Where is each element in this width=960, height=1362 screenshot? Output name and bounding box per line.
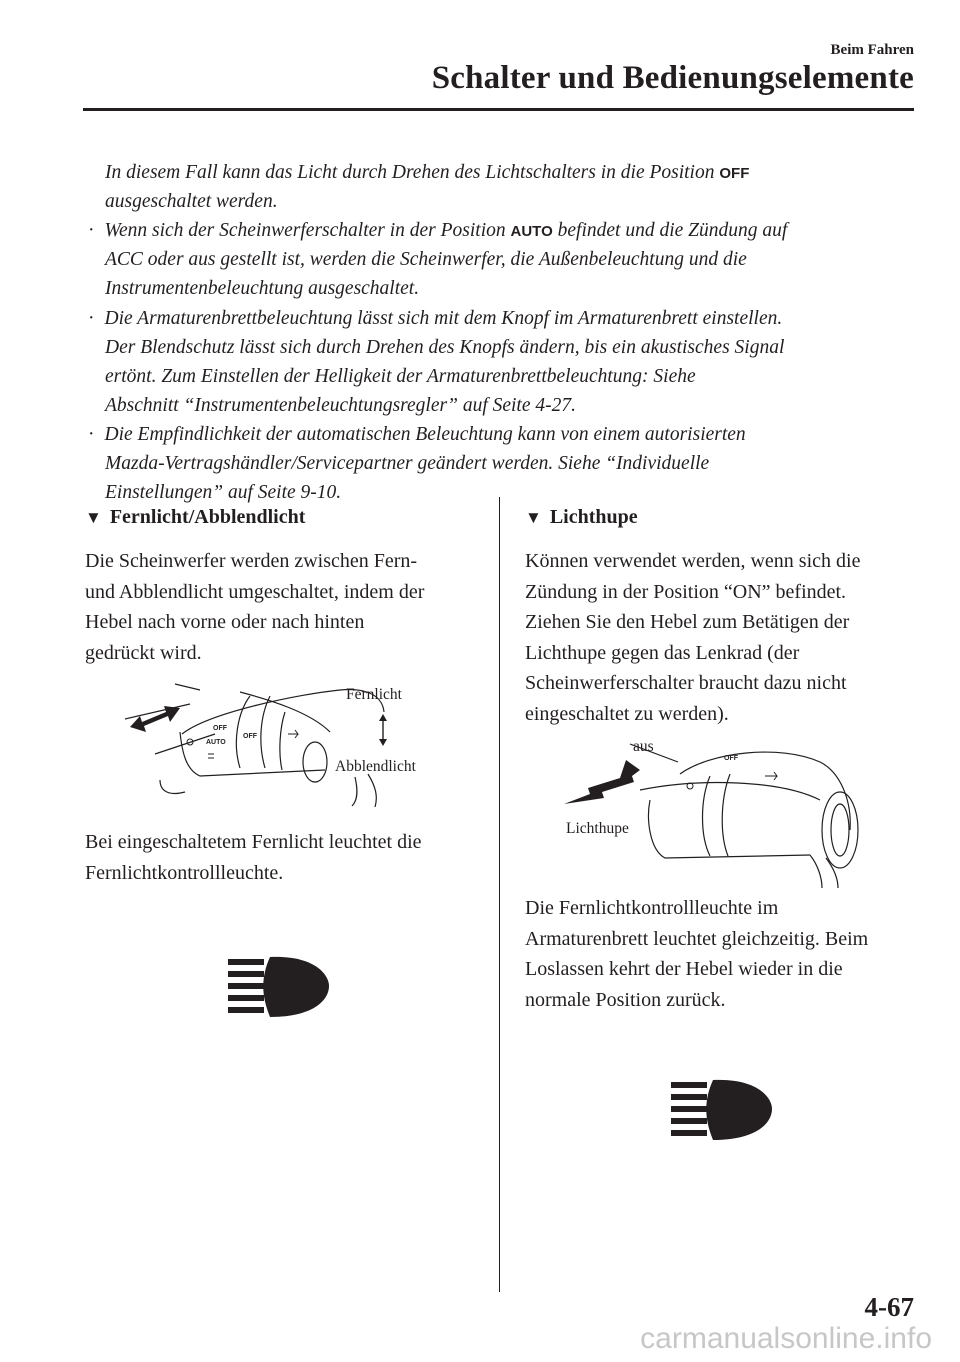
note-text: befindet und die Zündung auf — [552, 220, 788, 241]
note-bullet-3 — [88, 420, 746, 449]
text-line: und Abblendlicht umgeschaltet, indem der — [85, 580, 425, 603]
lever-mark-auto: AUTO — [206, 739, 226, 746]
note-line: Der Blendschutz lässt sich durch Drehen des Knopfs ändern, bis ein akustisches Signal — [105, 337, 785, 358]
section-heading-lichthupe — [525, 506, 638, 529]
note-line: ACC oder aus gestellt ist, werden die Scheinwerfer, die Außenbeleuchtung und die — [105, 249, 747, 270]
figure-label-lichthupe: Lichthupe — [566, 820, 629, 837]
off-symbol: OFF — [719, 165, 750, 182]
text-line: Hebel nach vorne oder nach hinten — [85, 611, 365, 633]
note-line: Einstellungen” auf Seite 9-10. — [105, 482, 342, 503]
section-heading-fernlicht — [85, 506, 305, 529]
text-line: Die Fernlichtkontrollleuchte im — [525, 897, 779, 919]
text-line: Bei eingeschaltetem Fernlicht leuchtet die — [85, 831, 422, 853]
high-beam-indicator-icon — [225, 955, 330, 1019]
note-text: Die Empfindlichkeit der automatischen Beleuchtung kann von einem autorisierten — [104, 424, 746, 445]
paragraph-fernlicht — [85, 546, 424, 668]
section-heading-text: Lichthupe — [549, 506, 638, 528]
figure-label-fernlicht: Fernlicht — [346, 686, 402, 703]
figure-label-aus: aus — [633, 738, 654, 755]
bullet: · — [88, 220, 95, 241]
text-line: Lichthupe gegen das Lenkrad (der — [525, 641, 800, 664]
note-text: Wenn sich der Scheinwerferschalter in der Position — [104, 220, 511, 241]
paragraph-lichthupe-kontroll — [525, 893, 868, 1015]
lever-figure-lichthupe — [560, 740, 880, 890]
note-bullet-2 — [88, 304, 782, 333]
turn-signal-icon — [765, 772, 777, 780]
text-line: Können verwendet werden, wenn sich die — [525, 550, 861, 572]
text-line: Fernlichtkontrollleuchte. — [85, 861, 284, 884]
double-arrow-icon — [130, 706, 180, 732]
text-line: eingeschaltet zu werden). — [525, 702, 729, 725]
text-line: Die Scheinwerfer werden zwischen Fern- — [85, 550, 418, 572]
bullet: · — [88, 308, 95, 329]
note-text: Die Armaturenbrettbeleuchtung lässt sich mit dem Knopf im Armaturenbrett einstellen. — [104, 308, 783, 329]
text-line: normale Position zurück. — [525, 988, 726, 1011]
note-line: Instrumentenbeleuchtung ausgeschaltet. — [105, 278, 420, 299]
text-line: gedrückt wird. — [85, 641, 202, 664]
note-line: ausgeschaltet werden. — [105, 191, 278, 212]
lever-mark-off: OFF — [724, 755, 738, 762]
note-line — [105, 158, 749, 188]
text-line: Armaturenbrett leuchtet gleichzeitig. Beim — [525, 927, 869, 950]
turn-signal-icon — [288, 730, 298, 738]
lever-mark-off-2: OFF — [243, 733, 257, 740]
page-number: 4-67 — [864, 1292, 914, 1322]
text-line: Ziehen Sie den Hebel zum Betätigen der — [525, 611, 850, 633]
page-title: Schalter und Bedienungselemente — [431, 60, 914, 96]
note-text: In diesem Fall kann das Licht durch Drehen des Lichtschalters in die Position — [105, 162, 720, 183]
note-line: ertönt. Zum Einstellen der Helligkeit der Armaturenbrettbeleuchtung: Siehe — [105, 366, 696, 387]
column-divider — [499, 497, 500, 1292]
text-line: Loslassen kehrt der Hebel wieder in die — [525, 958, 843, 980]
note-line: Mazda-Vertragshändler/Servicepartner geändert werden. Siehe “Individuelle — [105, 453, 710, 474]
section-heading-text: Fernlicht/Abblendlicht — [109, 506, 306, 528]
high-beam-indicator-icon — [668, 1078, 773, 1142]
bullet: · — [88, 424, 95, 445]
triangle-down-icon: ▼ — [525, 508, 542, 527]
figure-label-abblendlicht: Abblendlicht — [335, 758, 416, 775]
lever-mark-off: OFF — [213, 725, 227, 732]
note-bullet-1 — [88, 216, 787, 246]
text-line: Zündung in der Position “ON” befindet. — [525, 580, 847, 603]
up-down-arrow-icon — [377, 714, 389, 746]
auto-symbol: AUTO — [510, 223, 553, 240]
watermark-url: carmanualsonline.info — [640, 1322, 932, 1355]
paragraph-fernlicht-kontroll — [85, 827, 422, 888]
text-line: Scheinwerferschalter braucht dazu nicht — [525, 672, 847, 694]
note-line: Abschnitt “Instrumentenbeleuchtungsregler” auf Seite 4-27. — [105, 395, 576, 416]
triangle-down-icon: ▼ — [85, 508, 102, 527]
paragraph-lichthupe — [525, 546, 860, 729]
header-rule — [83, 108, 914, 111]
pull-arrow-icon — [564, 760, 640, 804]
section-name: Beim Fahren — [830, 42, 914, 58]
